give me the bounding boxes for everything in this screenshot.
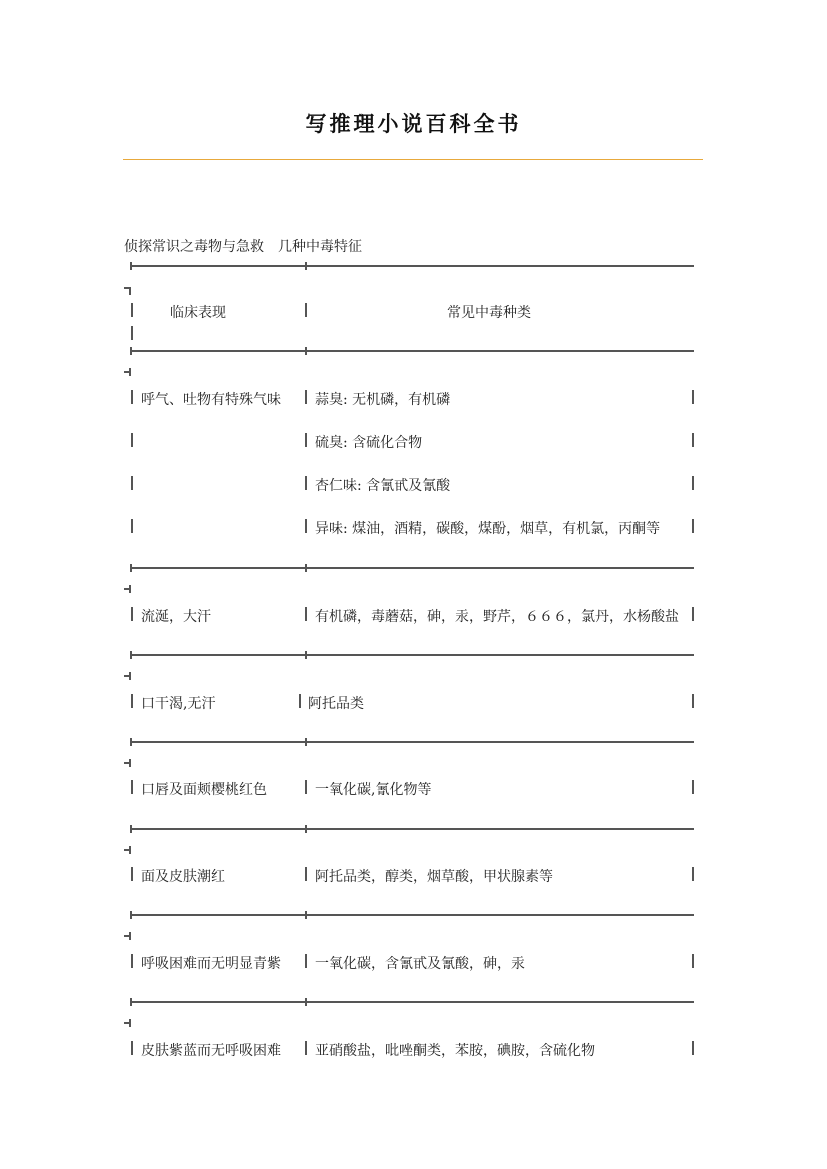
row-symptom-cherry-red-lips: 口唇及面颊樱桃红色 [141, 782, 267, 798]
table-border [131, 654, 694, 656]
row-symptom-dry-mouth: 口干渴,无汗 [141, 696, 216, 712]
border-stub [124, 846, 131, 854]
row-symptom-cyanosis: 皮肤紫蓝而无呼吸困难 [141, 1043, 281, 1059]
border-stub [124, 672, 131, 680]
border-stub [124, 759, 131, 767]
poison-type-cell: 阿托品类 [308, 696, 364, 712]
table-border-top [131, 265, 694, 267]
table-border [131, 741, 694, 743]
poison-type-cell: 异味: 煤油，酒精，碳酸，煤酚，烟草，有机氯，丙酮等 [315, 521, 661, 537]
poison-type-cell: 一氧化碳，含氰甙及氰酸，砷，汞 [315, 956, 525, 972]
border-stub [124, 932, 131, 940]
column-header-poison-types: 常见中毒种类 [447, 305, 531, 321]
border-stub [124, 287, 131, 295]
poison-type-cell: 硫臭: 含硫化合物 [315, 435, 423, 451]
border-stub [124, 368, 131, 376]
intro-subtopic: 几种中毒特征 [278, 239, 362, 255]
document-title: 写推理小说百科全书 [305, 112, 522, 136]
row-symptom-salivation: 流涎，大汗 [141, 609, 211, 625]
poison-type-cell: 亚硝酸盐，吡唑酮类，苯胺，碘胺，含硫化物 [315, 1043, 595, 1059]
intro-topic: 侦探常识之毒物与急救 [124, 239, 264, 255]
table-border [131, 567, 694, 569]
poison-type-cell: 有机磷，毒蘑菇，砷，汞，野芹，６６６，氯丹，水杨酸盐 [315, 609, 679, 625]
intro-line [124, 236, 362, 256]
title-divider [123, 159, 703, 160]
row-symptom-flushed-skin: 面及皮肤潮红 [141, 869, 225, 885]
table-border [131, 1001, 694, 1003]
column-header-symptom: 临床表现 [170, 305, 226, 321]
row-symptom-dyspnea: 呼吸困难而无明显青紫 [141, 956, 281, 972]
poison-type-cell: 一氧化碳,氰化物等 [315, 782, 432, 798]
table-border [131, 350, 694, 352]
poison-type-cell: 杏仁味: 含氰甙及氰酸 [315, 478, 451, 494]
poison-type-cell: 阿托品类，醇类，烟草酸，甲状腺素等 [315, 869, 553, 885]
table-border [131, 828, 694, 830]
border-stub [124, 585, 131, 593]
poison-type-cell: 蒜臭: 无机磷，有机磷 [315, 392, 451, 408]
row-symptom-breath-odor: 呼气、吐物有特殊气味 [141, 392, 281, 408]
border-stub [124, 1019, 131, 1027]
table-border [131, 914, 694, 916]
